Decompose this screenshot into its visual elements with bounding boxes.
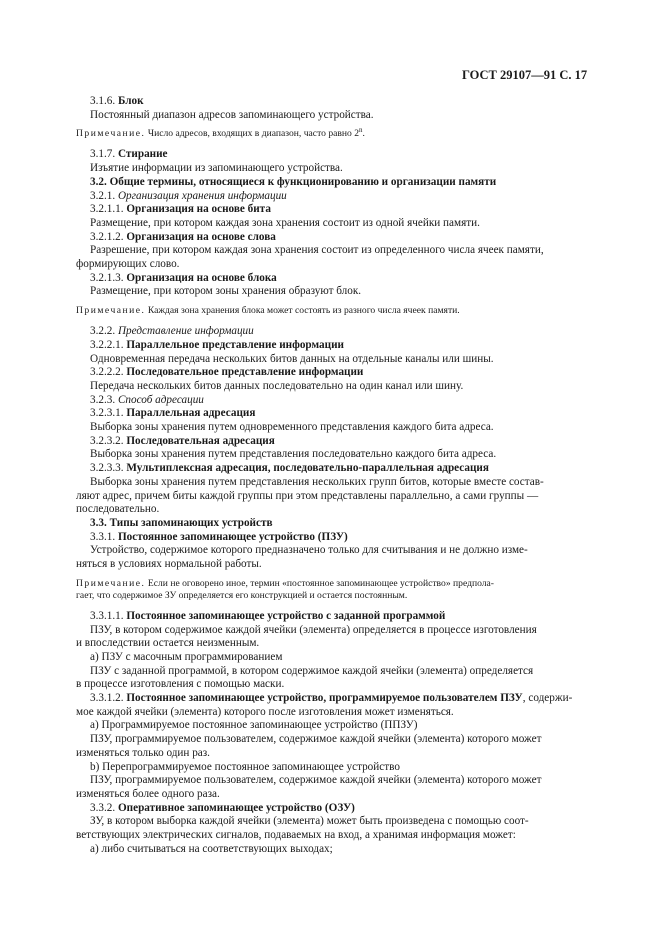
section-text: Передача нескольких битов данных последовательно на один канал или шину. <box>90 379 464 392</box>
section-text: изменяться только один раз. <box>76 746 210 759</box>
section-text: ПЗУ, программируемое пользователем, содержимое каждой ячейки (элемента) которого может <box>90 774 542 787</box>
section-text: Выборка зоны хранения путем представления нескольких групп битов, которые вместе состав- <box>90 475 544 488</box>
document-body <box>76 95 584 856</box>
list-item: а) Программируемое постоянное запоминающее устройство (ППЗУ) <box>90 719 418 732</box>
section-text: Выборка зоны хранения путем представления последовательно каждого бита адреса. <box>90 448 497 461</box>
section-heading: 3.2.3.3. Мультиплексная адресация, последовательно-параллельная адресация <box>90 462 489 475</box>
list-item: b) Перепрограммируемое постоянное запоминающее устройство <box>90 760 400 773</box>
section-heading: 3.3.2. Оперативное запоминающее устройство (ОЗУ) <box>90 801 355 814</box>
section-heading: 3.1.6. Блок <box>90 95 144 107</box>
section-text: ПЗУ, в котором содержимое каждой ячейки (элемента) определяется в процессе изготовления <box>90 623 537 636</box>
section-text: последовательно. <box>76 503 160 516</box>
section-text: Одновременная передача нескольких битов данных на отдельные каналы или шины. <box>90 352 494 365</box>
section-heading: 3.2.1.2. Организация на основе слова <box>90 230 276 243</box>
section-heading: 3.2.3.1. Параллельная адресация <box>90 407 256 420</box>
note: Примечание. Число адресов, входящих в диапазон, часто равно 2$^n$. <box>76 126 365 140</box>
section-text: ПЗУ, программируемое пользователем, содержимое каждой ячейки (элемента) которого может <box>90 733 542 746</box>
list-item: а) ПЗУ с масочным программированием <box>90 650 283 663</box>
section-text: формирующих слово. <box>76 258 180 271</box>
section-text: Размещение, при котором зоны хранения образуют блок. <box>90 285 362 298</box>
section-heading: 3.2.2.1. Параллельное представление информации <box>90 338 344 351</box>
section-text: Постоянный диапазон адресов запоминающего устройства. <box>90 108 374 121</box>
section-text: изменяться более одного раза. <box>76 787 220 800</box>
section-heading: 3.2.1.3. Организация на основе блока <box>90 271 277 284</box>
section-text: ляют адрес, причем биты каждой группы при этом представлены параллельно, а сами группы — <box>76 489 539 502</box>
section-heading: 3.2.3. Способ адресации <box>90 393 204 406</box>
section-text: мое каждой ячейки (элемента) которого после изготовления может изменяться. <box>76 705 454 718</box>
section-heading: 3.2.3.2. Последовательная адресация <box>90 434 275 447</box>
section-text: в процессе изготовления с помощью маски. <box>76 678 285 691</box>
section-text: Устройство, содержимое которого предназначено только для считывания и не должно изме- <box>90 544 528 557</box>
section-text: Выборка зоны хранения путем одновременного представления каждого бита адреса. <box>90 421 494 434</box>
note: Примечание. Если не оговорено иное, термин «постоянное запоминающее устройство» предпола- гает, что содержимое ЗУ определяется его конструкцией и остается постоянным. <box>76 577 494 601</box>
page-header: ГОСТ 29107—91 С. 17 <box>462 68 588 82</box>
section-heading: 3.3.1.1. Постоянное запоминающее устройство с заданной программой <box>90 609 446 622</box>
section-heading: 3.2.2.2. Последовательное представление информации <box>90 366 364 379</box>
section-heading: 3.3.1.2. Постоянное запоминающее устройство, программируемое пользователем ПЗУ, содержи- <box>90 692 573 705</box>
section-heading: 3.2.2. Представление информации <box>90 325 254 338</box>
section-heading: 3.1.7. Стирание <box>90 148 168 161</box>
section-heading: 3.3.1. Постоянное запоминающее устройство (ПЗУ) <box>90 530 348 543</box>
section-text: Изъятие информации из запоминающего устройства. <box>90 162 343 175</box>
section-text: няться в условиях нормальной работы. <box>76 558 262 571</box>
section-text: Размещение, при котором каждая зона хранения состоит из одной ячейки памяти. <box>90 216 480 229</box>
section-text: ветствующих электрических сигналов, подаваемых на вход, а хранимая информация может: <box>76 829 516 842</box>
section-heading: 3.2.1.1. Организация на основе бита <box>90 203 271 216</box>
section-heading: 3.2.1. Организация хранения информации <box>90 189 287 202</box>
section-text: Разрешение, при котором каждая зона хранения состоит из определенного числа ячеек памяти, <box>90 244 544 257</box>
section-heading: 3.3. Типы запоминающих устройств <box>90 516 273 529</box>
section-text: и впоследствии остается неизменным. <box>76 637 260 650</box>
section-heading: 3.2. Общие термины, относящиеся к функционированию и организации памяти <box>90 175 497 188</box>
section-text: ПЗУ с заданной программой, в котором содержимое каждой ячейки (элемента) определяется <box>90 664 534 677</box>
list-item: а) либо считываться на соответствующих выходах; <box>90 842 333 855</box>
section-text: ЗУ, в котором выборка каждой ячейки (элемента) может быть произведена с помощью соот- <box>90 815 529 828</box>
note: Примечание. Каждая зона хранения блока может состоять из разного числа ячеек памяти. <box>76 305 460 317</box>
